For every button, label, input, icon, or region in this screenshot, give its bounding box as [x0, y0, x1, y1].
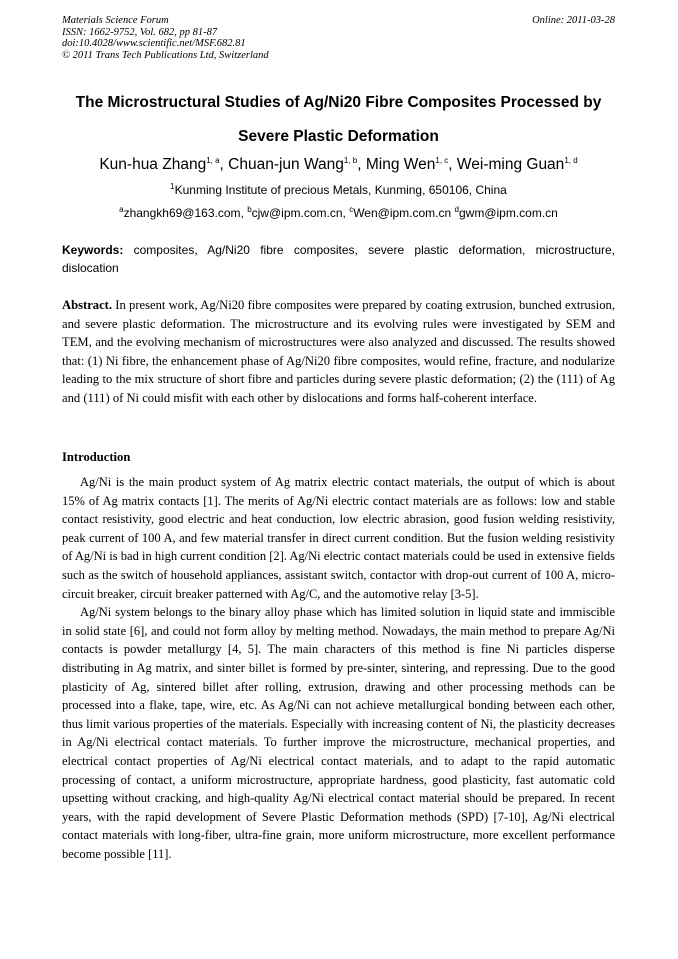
author-name: Kun-hua Zhang	[99, 156, 207, 173]
author	[99, 156, 228, 173]
keywords-text: composites, Ag/Ni20 fibre composites, severe plastic deformation, microstructure, dislocation	[62, 243, 615, 275]
author-list	[62, 155, 615, 175]
paper-title	[62, 86, 615, 154]
keywords-label: Keywords:	[62, 243, 124, 257]
affiliation-mark: 1	[170, 182, 175, 191]
author-separator: ,	[219, 156, 229, 173]
introduction-body	[62, 473, 615, 863]
abstract-text: In present work, Ag/Ni20 fibre composites were prepared by coating extrusion, bunched extrusion, and severe plastic deformation. The microstructure and its evolving rules were investigated by SEM and TEM, and the evolving mechanism of microstructures were also analyzed and discussed. The results showed that: (1) Ni fibre, the enhancement phase of Ag/Ni20 fibre composites, would refine, fracture, and nodularize leading to the mix structure of short fibre and particles during severe plastic deformation; (2) the (111) of Ag and (111) of Ni could misfit with each other by dislocations and forms half-coherent interface.	[62, 298, 615, 405]
abstract-block	[62, 296, 615, 408]
copyright-line: © 2011 Trans Tech Publications Ltd, Switzerland	[62, 49, 269, 61]
author-name: Chuan-jun Wang	[228, 156, 344, 173]
journal-name: Materials Science Forum	[62, 15, 169, 26]
issn-line: ISSN: 1662-9752, Vol. 682, pp 81-87	[62, 26, 218, 38]
email-address[interactable]: gwm@ipm.com.cn	[458, 206, 558, 220]
email-separator: ,	[342, 206, 350, 220]
email-mark: d	[454, 205, 459, 214]
paragraph: Ag/Ni is the main product system of Ag matrix electric contact materials, the output of which is about 15% of Ag matrix contacts [1]. The merits of Ag/Ni electric contact materials are as follows: low and stable contact resistivity, good electric and heat conduction, low electric abrasion, good fusion welding resistivity, peak current of 100 A, and few material transfer in direct current condition. But the fusion welding resistivity of Ag/Ni is bad in high current condition [2]. Ag/Ni electric contact materials could be used in extensive fields such as the switch of household appliances, assistant switch, contactor with drop-out current of 100 A, micro-circuit breaker, circuit breaker patterned with Ag/C, and the automotive relay [3-5].	[62, 475, 615, 601]
journal-header	[62, 15, 615, 61]
email-separator: ,	[240, 206, 248, 220]
abstract-label: Abstract.	[62, 298, 113, 312]
title-line-1: The Microstructural Studies of Ag/Ni20 Fibre Composites Processed by	[75, 94, 602, 111]
author-name: Ming Wen	[365, 156, 436, 173]
keywords-block	[62, 242, 615, 277]
author-separator: ,	[448, 156, 457, 173]
affiliation-text: Kunming Institute of precious Metals, Kunming, 650106, China	[174, 183, 507, 197]
author-affiliation-mark: 1, a	[206, 155, 220, 165]
section-heading-introduction: Introduction	[62, 450, 131, 464]
email-address[interactable]: cjw@ipm.com.cn	[251, 206, 343, 220]
email-mark: c	[349, 205, 354, 214]
author	[457, 156, 578, 173]
author-affiliation-mark: 1, b	[343, 155, 358, 165]
email-address[interactable]: Wen@ipm.com.cn	[353, 206, 452, 220]
doi-line: doi:10.4028/www.scientific.net/MSF.682.81	[62, 38, 246, 50]
email-address[interactable]: zhangkh69@163.com	[123, 206, 241, 220]
author	[366, 156, 457, 173]
email-mark: a	[119, 205, 124, 214]
affiliation	[62, 183, 615, 198]
author-affiliation-mark: 1, c	[435, 155, 449, 165]
author	[228, 156, 366, 173]
title-line-2: Severe Plastic Deformation	[238, 128, 439, 145]
email-mark: b	[247, 205, 252, 214]
email-list	[62, 206, 615, 221]
online-date: Online: 2011-03-28	[532, 15, 615, 26]
paragraph: Ag/Ni system belongs to the binary alloy phase which has limited solution in liquid state and immiscible in solid state [6], and could not form alloy by melting method. Nowadays, the main method to prepare Ag/Ni contacts is powder metallurgy [4, 5]. The main characters of this method is fine Ni particles disperse distributing in Ag matrix, and sinter billet is formed by pre-sinter, sintering, and repressing. Due to the good plasticity of Ag, sintered billet after rolling, extrusion, drawing and other processing methods can be processed into a flake, tape, wire, etc. As Ag/Ni can not achieve metallurgical bonding between each other, thus limit various properties of the materials. Especially with increasing content of Ni, the plasticity decreases in Ag/Ni electrical contact materials. To further improve the microstructure, mechanical properties, and electrical contact properties of Ag/Ni electrical contact materials, and to adapt to the rapid automatic processing of contact, a uniform microstructure, appropriate hardness, good plasticity, fast automatic cold upsetting without cracking, and high-quality Ag/Ni electrical contact material should be prepared. In recent years, with the rapid development of Severe Plastic Deformation methods (SPD) [7-10], Ag/Ni electrical contact materials with long-fiber, ultra-fine grain, more uniform microstructure, more excellent performance become possible [11].	[62, 605, 615, 861]
author-name: Wei-ming Guan	[456, 156, 565, 173]
author-separator: ,	[357, 156, 366, 173]
author-affiliation-mark: 1, d	[564, 155, 578, 165]
